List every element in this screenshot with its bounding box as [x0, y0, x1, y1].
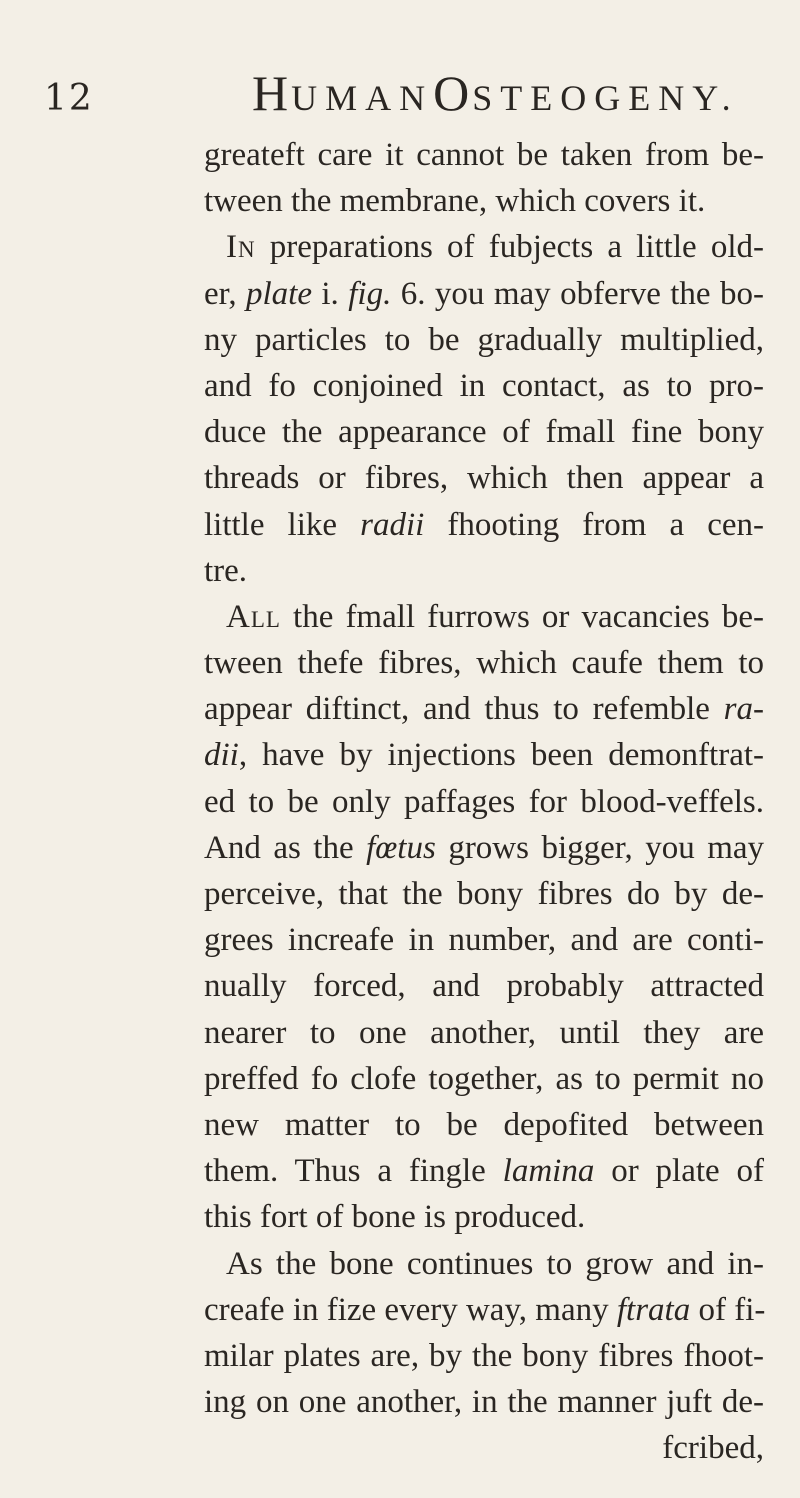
text-line: nearer to one another, until they are — [204, 1014, 764, 1051]
text-line: little like radii fhooting from a cen- — [204, 506, 764, 543]
text-line: tween the membrane, which covers it. — [204, 183, 706, 220]
running-head: HUMANOSTEOGENY. — [252, 65, 739, 121]
text-line: appear diftinct, and thus to refemble ra- — [204, 691, 764, 728]
text-line: ed to be only paffages for blood-veffels. — [204, 783, 764, 820]
page-number: 12 — [44, 78, 94, 119]
text-line: All the fmall furrows or vacancies be- — [226, 598, 764, 635]
text-line: and fo conjoined in contact, as to pro- — [204, 367, 764, 404]
text-line: them. Thus a fingle lamina or plate of — [204, 1153, 765, 1190]
text-line: In preparations of fubjects a little old- — [226, 229, 764, 266]
text-line: new matter to be depofited between — [204, 1106, 764, 1143]
text-line: er, plate i. fig. 6. you may obferve the bo- — [204, 275, 764, 312]
text-line: dii, have by injections been demonftrat- — [204, 737, 764, 774]
text-line: grees increafe in number, and are conti- — [204, 922, 764, 959]
text-line: ny particles to be gradually multiplied, — [204, 321, 764, 358]
text-line: nually forced, and probably attracted — [204, 968, 764, 1005]
text-line: ing on one another, in the manner juft de- — [204, 1384, 764, 1421]
text-line: threads or fibres, which then appear a — [204, 460, 764, 497]
text-line: this fort of bone is produced. — [204, 1199, 586, 1236]
text-line: tween thefe fibres, which caufe them to — [204, 645, 764, 682]
text-line: fcribed, — [662, 1430, 764, 1467]
text-line: greateft care it cannot be taken from be- — [204, 137, 764, 173]
text-line: creafe in fize every way, many ftrata of fi- — [204, 1291, 766, 1328]
text-line: And as the fœtus grows bigger, you may — [204, 829, 765, 866]
text-line: milar plates are, by the bony fibres fhoot- — [204, 1337, 764, 1374]
text-line: tre. — [204, 552, 248, 589]
page-header — [0, 62, 800, 122]
text-line: As the bone continues to grow and in- — [226, 1245, 764, 1282]
text-line: duce the appearance of fmall fine bony — [204, 414, 764, 451]
text-line: preffed fo clofe together, as to permit no — [204, 1060, 764, 1097]
text-line: perceive, that the bony fibres do by de- — [204, 876, 764, 912]
body-text — [204, 132, 764, 1471]
